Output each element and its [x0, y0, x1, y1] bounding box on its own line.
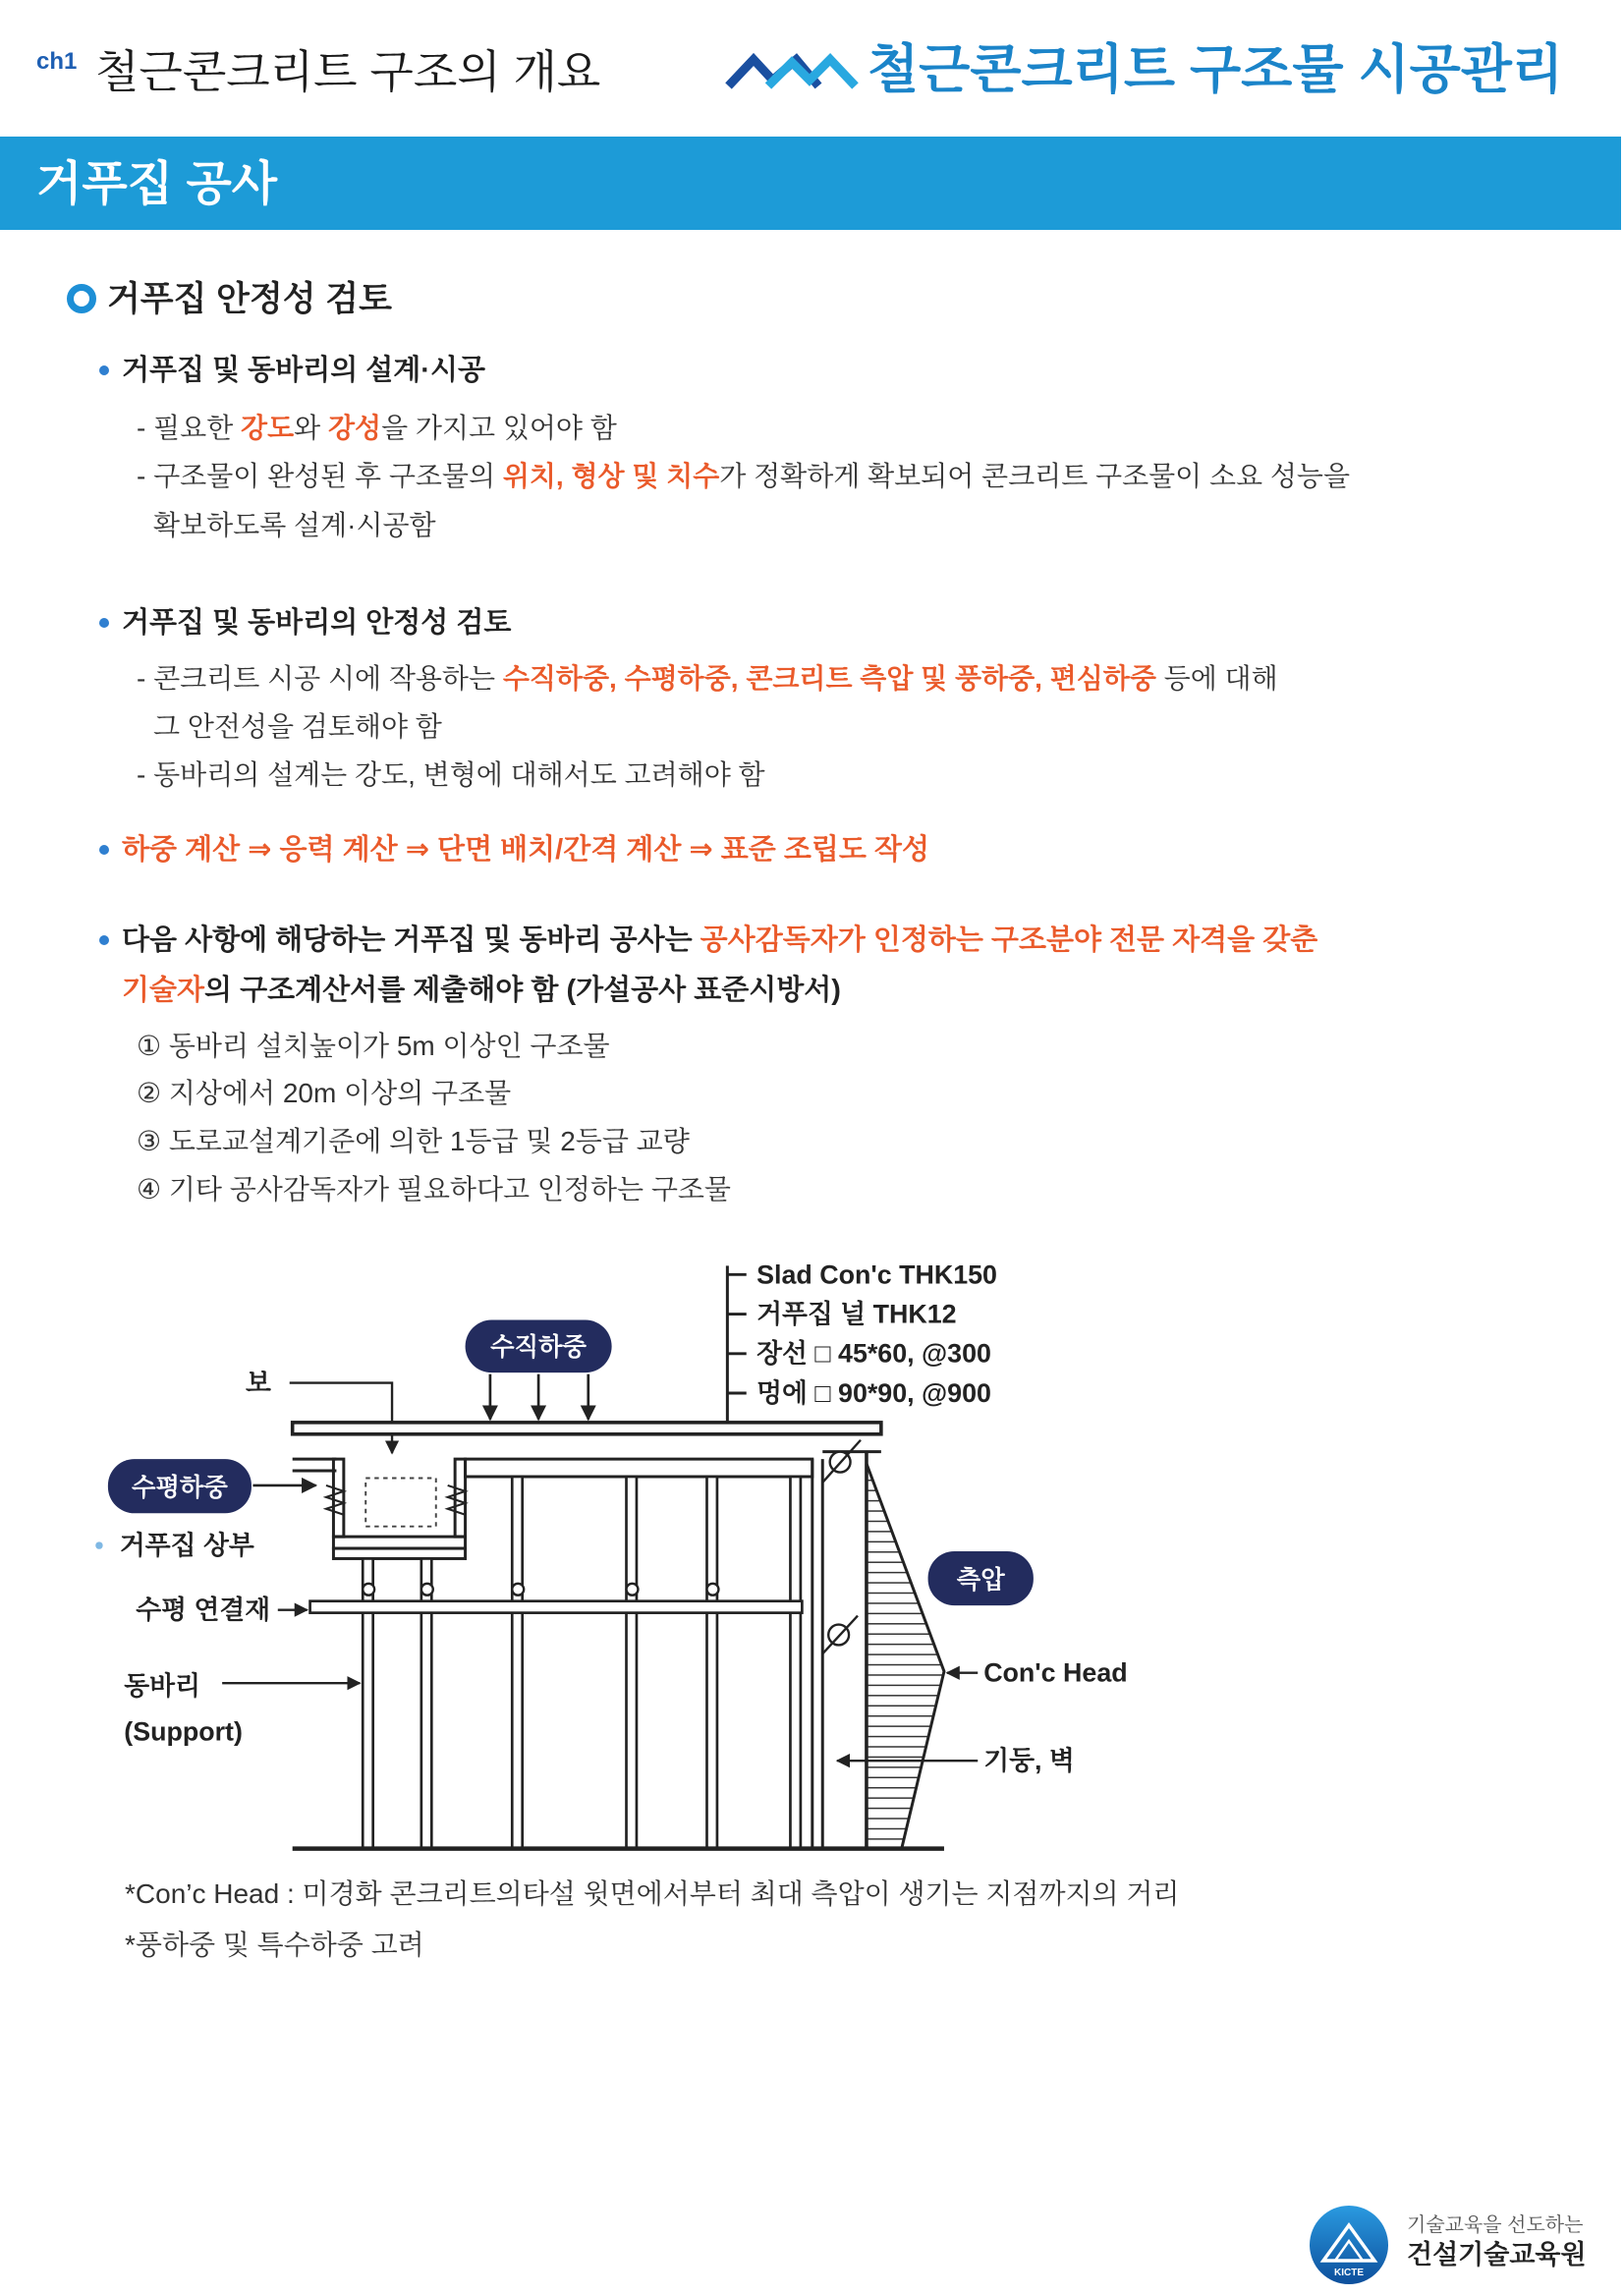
body-line — [137, 412, 617, 445]
highlight-segment: 공사감독자가 인정하는 구조분야 전문 자격을 갖춘 — [700, 924, 1318, 956]
tie-icon-slash — [822, 1440, 861, 1483]
support-label: 동바리 — [124, 1671, 200, 1702]
beam-form-bottom — [333, 1537, 465, 1548]
bullet-title-continuation — [122, 974, 841, 1008]
bolt-icon — [627, 1584, 639, 1596]
horizontal-brace-label: 수평 연결재 — [136, 1595, 271, 1625]
bullet-dot-icon — [99, 365, 109, 375]
text-segment: 그 안전성을 검토해야 함 — [153, 711, 442, 742]
numbered-item: ③ 도로교설계기준에 의한 1등급 및 2등급 교량 — [137, 1126, 690, 1156]
spring-icon — [326, 1485, 344, 1515]
support-post — [512, 1477, 522, 1849]
formwork-top-yoke — [333, 1548, 465, 1558]
horizontal-brace — [310, 1601, 803, 1613]
body-line — [137, 662, 1278, 696]
small-dot-icon — [95, 1541, 102, 1548]
beam-form-right-side — [455, 1459, 465, 1537]
spec-label-form-panel: 거푸집 널 THK12 — [756, 1299, 957, 1329]
beam-concrete — [365, 1478, 436, 1526]
highlight-segment: 수직하중, 수평하중, 콘크리트 측압 및 풍하중, 편심하중 — [502, 663, 1156, 694]
numbered-item: ② 지상에서 20m 이상의 구조물 — [137, 1078, 512, 1108]
bullet-dot-icon — [99, 618, 109, 628]
text-segment: 확보하도록 설계·시공함 — [153, 510, 436, 540]
highlight-segment: 강도 — [241, 413, 295, 443]
bolt-icon — [421, 1584, 433, 1596]
support-post — [706, 1477, 716, 1849]
body-line-continuation — [153, 710, 442, 744]
mountain-wave-logo-icon — [724, 49, 860, 90]
chapter-title: 철근콘크리트 구조의 개요 — [95, 46, 601, 97]
text-segment: 등에 대해 — [1155, 663, 1278, 694]
column-wall-label: 기둥, 벽 — [983, 1746, 1075, 1776]
bullet-title — [122, 924, 1317, 958]
beam-pointer-arrow — [290, 1383, 392, 1454]
numbered-item: ① 동바리 설치높이가 5m 이상인 구조물 — [137, 1031, 610, 1061]
spec-label-slab: Slad Con'c THK150 — [756, 1260, 997, 1290]
footer-tagline: 기술교육을 선도하는 — [1407, 2214, 1584, 2236]
chapter-label: ch1 — [36, 48, 78, 75]
logo-wave-light — [768, 60, 856, 86]
bolt-icon — [363, 1584, 374, 1596]
text-segment: - 필요한 — [137, 413, 242, 443]
body-line — [137, 460, 1350, 493]
lateral-pressure-label: 측압 — [956, 1566, 1005, 1595]
body-line-continuation — [153, 509, 436, 542]
text-segment: 가 정확하게 확보되어 콘크리트 구조물이 소요 성능을 — [719, 461, 1351, 491]
kicte-mountain-logo-icon — [1308, 2204, 1390, 2286]
formwork-diagram — [87, 1247, 1171, 1862]
text-segment: 다음 사항에 해당하는 거푸집 및 동바리 공사는 — [122, 924, 700, 956]
spec-label-yoke: 멍에 □ 90*90, @900 — [756, 1377, 991, 1408]
support-en-label: (Support) — [124, 1716, 243, 1747]
formwork-top-label: 거푸집 상부 — [119, 1531, 254, 1560]
bolt-icon — [706, 1584, 718, 1596]
highlight-segment: 위치, 형상 및 치수 — [502, 461, 720, 491]
highlight-segment: 강성 — [327, 413, 382, 443]
support-post — [627, 1477, 637, 1849]
lateral-pressure-diagram — [867, 1464, 944, 1849]
bullet-dot-icon — [99, 845, 109, 855]
section-heading: 거푸집 안정성 검토 — [107, 280, 392, 318]
bullet-title: 거푸집 및 동바리의 설계·시공 — [122, 355, 485, 386]
spec-label-joist: 장선 □ 45*60, @300 — [756, 1338, 991, 1369]
bolt-icon — [512, 1584, 524, 1596]
banner-title: 거푸집 공사 — [36, 158, 278, 210]
bullet-dot-icon — [99, 935, 109, 945]
highlight-segment: 기술자 — [122, 975, 205, 1006]
footnote: *Con’c Head : 미경화 콘크리트의타설 윗면에서부터 최대 측압이 생기는 지점까지의 거리 — [125, 1878, 1180, 1909]
text-segment: 을 가지고 있어야 함 — [381, 413, 617, 443]
slab — [293, 1423, 881, 1434]
ring-bullet-icon — [67, 284, 96, 313]
text-segment: 와 — [294, 413, 328, 443]
conc-head-label: Con'c Head — [983, 1657, 1128, 1688]
footer-org-name: 건설기술교육원 — [1407, 2240, 1587, 2269]
text-segment: 의 구조계산서를 제출해야 함 (가설공사 표준시방서) — [204, 975, 841, 1006]
logo-text: KICTE — [1334, 2268, 1364, 2278]
text-segment: - 동바리의 설계는 강도, 변형에 대해서도 고려해야 함 — [137, 759, 765, 790]
numbered-item: ④ 기타 공사감독자가 필요하다고 인정하는 구조물 — [137, 1174, 731, 1204]
joist-block — [466, 1459, 812, 1477]
text-segment: - 콘크리트 시공 시에 작용하는 — [137, 663, 503, 694]
footnote: *풍하중 및 특수하중 고려 — [125, 1930, 424, 1960]
process-flow-title: 하중 계산 ⇒ 응력 계산 ⇒ 단면 배치/간격 계산 ⇒ 표준 조립도 작성 — [122, 834, 929, 866]
support-post — [790, 1477, 800, 1849]
vertical-load-label: 수직하중 — [490, 1333, 588, 1362]
horizontal-load-label: 수평하중 — [131, 1474, 228, 1502]
text-segment: - 구조물이 완성된 후 구조물의 — [137, 461, 503, 491]
beam-label: 보 — [245, 1368, 271, 1398]
body-line — [137, 758, 765, 792]
bullet-title: 거푸집 및 동바리의 안정성 검토 — [122, 607, 512, 639]
course-title: 철근콘크리트 구조물 시공관리 — [868, 40, 1564, 99]
